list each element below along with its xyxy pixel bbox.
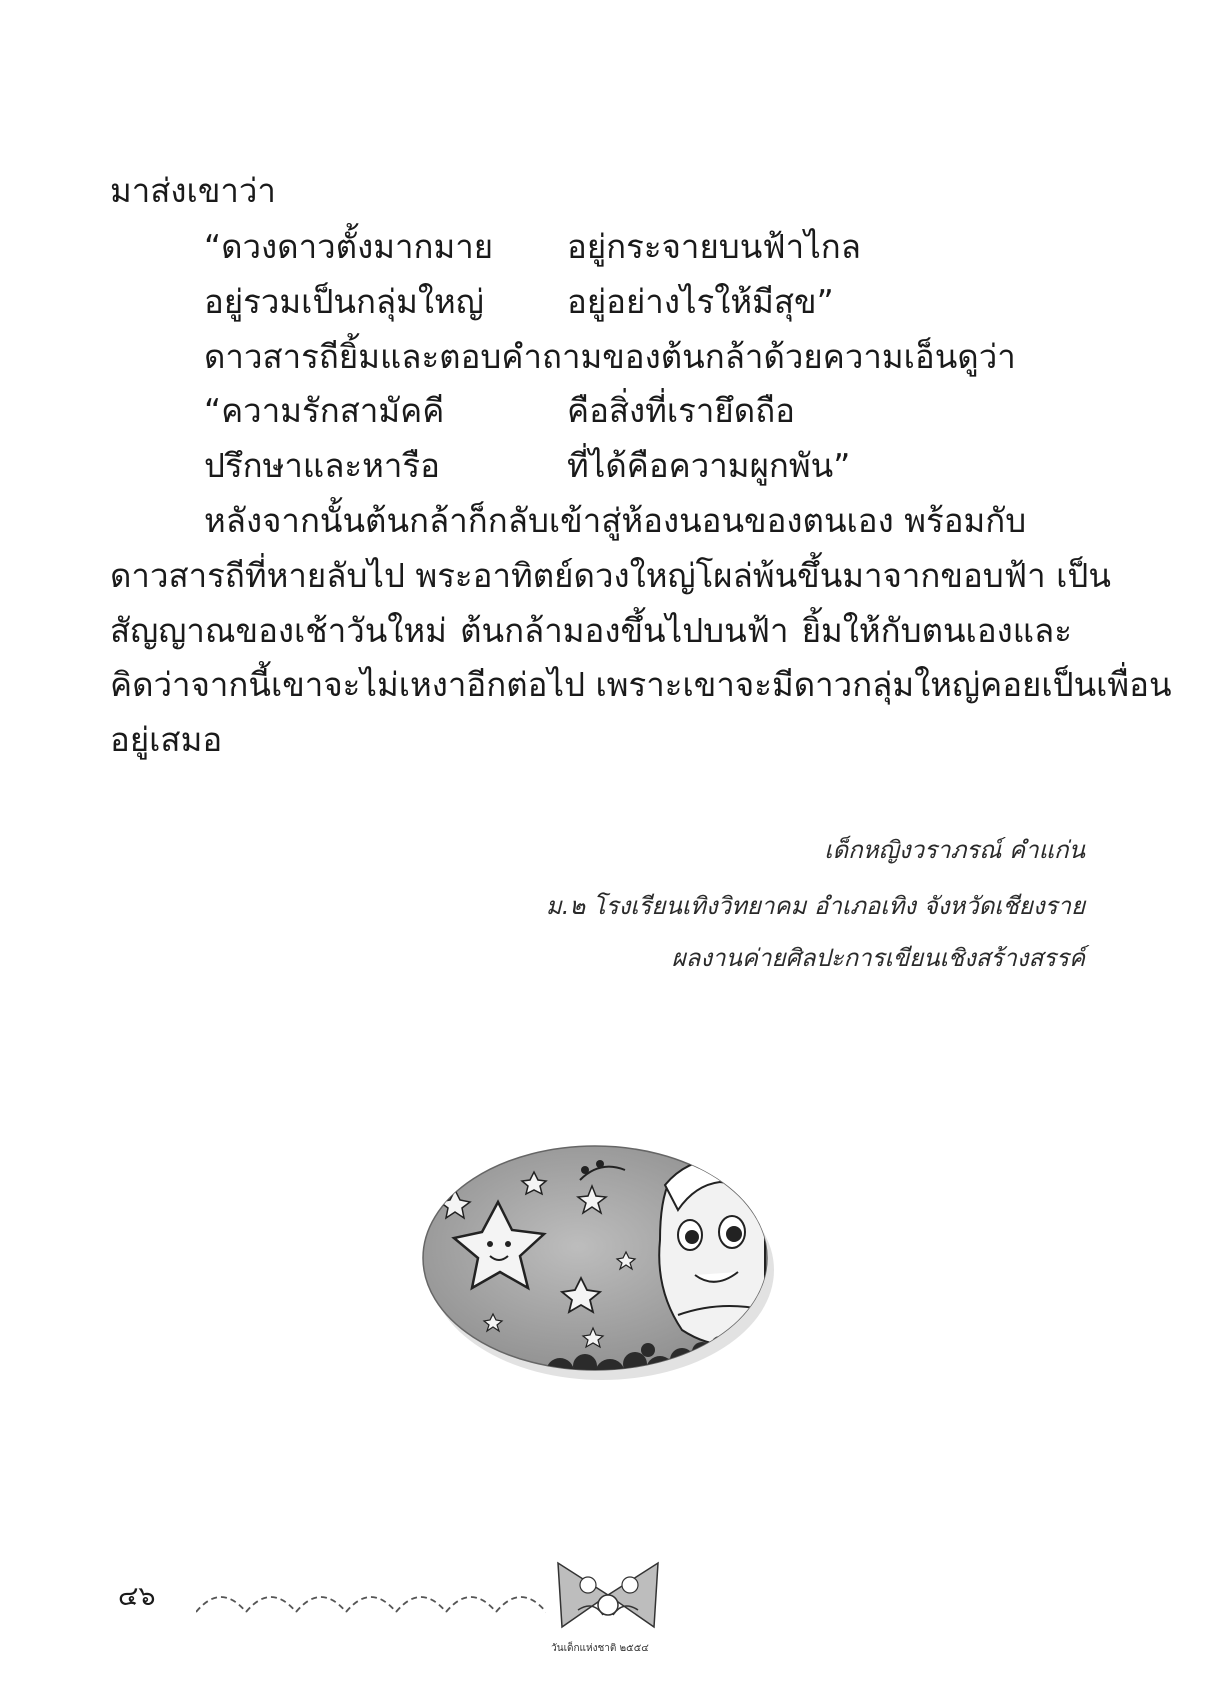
illustration-stars-child xyxy=(420,1140,780,1390)
logo-caption: วันเด็กแห่งชาติ ๒๕๕๔ xyxy=(551,1643,649,1654)
childrens-day-logo-icon xyxy=(548,1555,668,1635)
work-source: ผลงานค่ายศิลปะการเขียนเชิงสร้างสรรค์ xyxy=(671,944,1085,972)
body-line-intro: มาส่งเขาว่า xyxy=(110,171,276,210)
verse-2-left: อยู่รวมเป็นกลุ่มใหญ่ xyxy=(204,282,484,321)
paragraph-line-4: คิดว่าจากนี้เขาจะไม่เหงาอีกต่อไป เพราะเขาจะมีดาวกลุ่มใหญ่คอยเป็นเพื่อน xyxy=(110,665,1172,704)
author-name: เด็กหญิงวราภรณ์ คำแก่น xyxy=(824,836,1085,864)
child-face-icon xyxy=(659,1159,775,1345)
body-line-reply: ดาวสารถียิ้มและตอบคำถามของต้นกล้าด้วยความเอ็นดูว่า xyxy=(204,337,1016,376)
verse-3-right: คือสิ่งที่เรายึดถือ xyxy=(567,391,796,430)
verse-1-right: อยู่กระจายบนฟ้าไกล xyxy=(567,227,861,266)
page-number: ๔๖ xyxy=(118,1581,156,1612)
author-school: ม.๒ โรงเรียนเทิงวิทยาคม อำเภอเทิง จังหวัดเชียงราย xyxy=(545,892,1085,920)
decorative-arcs xyxy=(196,1582,546,1618)
paragraph-line-3: สัญญาณของเช้าวันใหม่ ต้นกล้ามองขึ้นไปบนฟ้า ยิ้มให้กับตนเองและ xyxy=(110,611,1072,650)
verse-2-right: อยู่อย่างไรให้มีสุข” xyxy=(567,282,834,321)
verse-4-right: ที่ได้คือความผูกพัน” xyxy=(567,446,851,485)
verse-4-left: ปรึกษาและหารือ xyxy=(204,446,440,485)
paragraph-line-1: หลังจากนั้นต้นกล้าก็กลับเข้าสู่ห้องนอนของตนเอง พร้อมกับ xyxy=(204,501,1027,540)
verse-3-left: “ความรักสามัคคี xyxy=(204,391,445,430)
paragraph-line-2: ดาวสารถีที่หายลับไป พระอาทิตย์ดวงใหญ่โผล่พ้นขึ้นมาจากขอบฟ้า เป็น xyxy=(110,556,1111,595)
verse-1-left: “ดวงดาวตั้งมากมาย xyxy=(204,227,494,266)
paragraph-line-5: อยู่เสมอ xyxy=(110,720,223,759)
